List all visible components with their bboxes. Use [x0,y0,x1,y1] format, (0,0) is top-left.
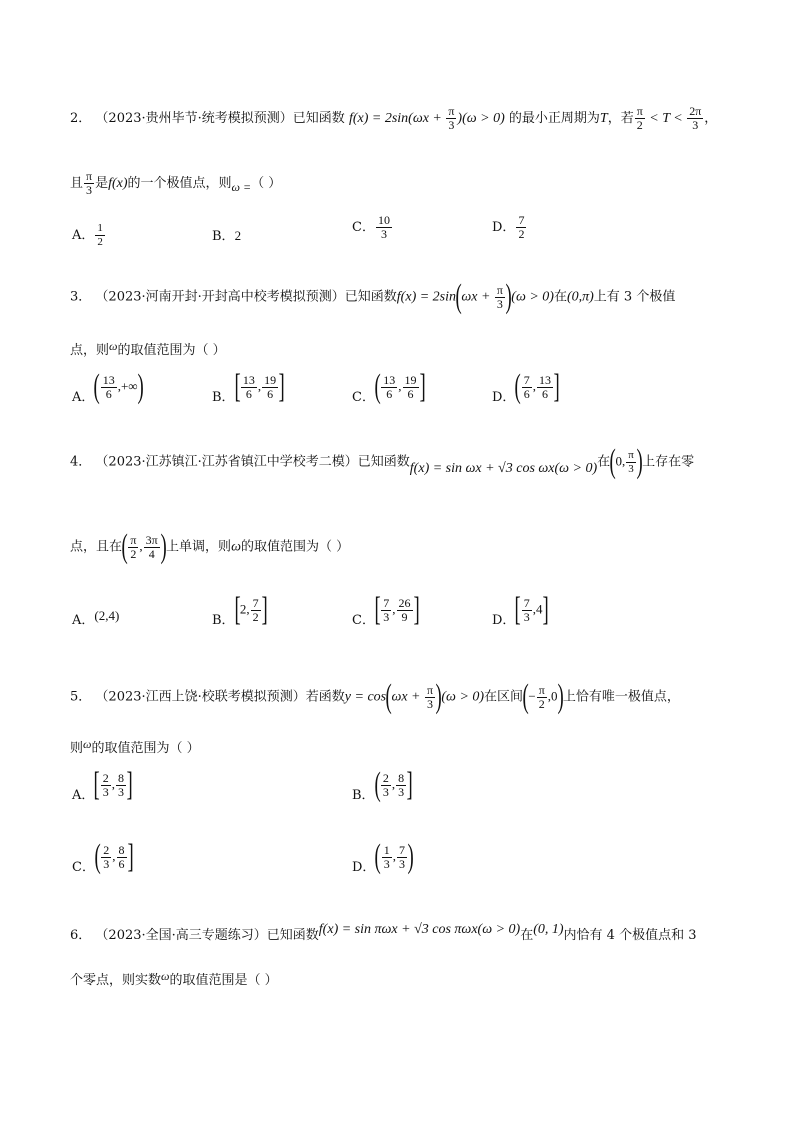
q5-option-b[interactable]: B．( $\frac{2}{3}$ , $\frac{8}{3}$ ] [352,766,413,803]
q4-line1: 4． （2023·江苏镇江·江苏省镇江中学校考二模）已知函数f(x) = sin ωx + √3 cos ωx(ω > 0)在(0, $\frac{\pi}{3}$ )上存在零 [70,443,695,480]
q2-omega-eq: ω = [231,180,252,194]
q2-number: 2． [70,111,92,126]
q4-source: （2023·江苏镇江·江苏省镇江中学校考二模） [95,454,358,470]
q3-option-d[interactable]: D．( $\frac{7}{6}$ , $\frac{13}{6}$ ] [492,368,560,405]
q2-inequality: < T < [645,111,687,126]
q3-interval: (0,π) [566,289,594,305]
q4-option-a[interactable]: A．(2,4) [72,608,120,628]
q2-line1: 2． （2023·贵州毕节·统考模拟预测）已知函数 f(x) = 2sin(ωx + $\frac{\pi}{3}$ )(ω > 0) 的最小正周期为T，若 $\frac{\pi}{2}$ < T < $\frac{2\pi}{3}$ ， [70,104,718,132]
q6-source: （2023·全国·高三专题练习） [95,928,267,943]
q2-option-a[interactable]: A． $\frac{1}{2}$ [72,222,103,248]
q4-option-b[interactable]: B．[2, $\frac{7}{2}$ ] [212,591,268,628]
q5-option-c[interactable]: C．( $\frac{2}{3}$ , $\frac{8}{6}$ ] [72,838,134,875]
q2-T: T [599,111,608,126]
q2-source: （2023·贵州毕节·统考模拟预测） [95,111,293,126]
q5-option-d[interactable]: D．( $\frac{1}{3}$ , $\frac{7}{3}$ ) [352,838,414,875]
q3-option-a[interactable]: A．( $\frac{13}{6}$ ,+∞) [72,368,144,405]
q4-option-d[interactable]: D．[ $\frac{7}{3}$ ,4] [492,591,549,628]
q6-function: f(x) = sin πωx + √3 cos πωx(ω > 0) [318,922,521,937]
q2-pi-over-3: $\frac{\pi}{3}$ [448,104,455,132]
q3-line2: 点，则ω的取值范围为（ ） [70,339,226,358]
q5-source: （2023·江西上饶·校联考模拟预测） [95,689,306,705]
q4-line2: 点，且在( $\frac{\pi}{2}$ , $\frac{3\pi}{4}$ )上单调，则ω的取值范围为（ ） [70,528,350,565]
q3-option-c[interactable]: C．( $\frac{13}{6}$ , $\frac{19}{6}$ ] [352,368,426,405]
q2-text2: 的最小正周期为 [508,111,600,126]
q2-text3: ，若 [607,111,634,126]
q5-line1: 5． （2023·江西上饶·校联考模拟预测）若函数y = cos(ωx + $\frac{\pi}{3}$ )(ω > 0)在区间(− $\frac{\pi}{2}$ ,0)上恰有唯一极值点， [70,678,680,715]
q2-fx: f(x) [108,176,128,191]
q2-pi-over-3-b: $\frac{\pi}{3}$ [86,169,93,197]
q3-line1: 3． （2023·河南开封·开封高中校考模拟预测）已知函数f(x) = 2sin(ωx + $\frac{\pi}{3}$ )(ω > 0)在(0,π)上有 3 个极值 [70,278,676,315]
q2-text: 已知函数 [292,111,345,126]
q6-line1: 6． （2023·全国·高三专题练习）已知函数f(x) = sin πωx + √3 cos πωx(ω > 0)在(0, 1)内恰有 4 个极值点和 3 [70,922,697,943]
q4-function: f(x) = sin ωx + √3 cos ωx(ω > 0) [409,460,598,476]
q2-option-b[interactable]: B．2 [212,228,242,244]
q2-function: f(x) = 2sin(ωx + [348,111,446,126]
q3-option-b[interactable]: B．[ $\frac{13}{6}$ , $\frac{19}{6}$ ] [212,368,285,405]
q2-condition: )(ω > 0) [457,111,505,126]
q6-interval: (0, 1) [533,922,564,937]
q2-option-d[interactable]: D． $\frac{7}{2}$ [492,213,525,241]
q5-function: y = cos [344,689,387,705]
q5-line2: 则ω的取值范围为（ ） [70,737,200,756]
q3-function: f(x) = 2sin [396,289,457,305]
q6-line2: 个零点，则实数ω的取值范围是（ ） [70,969,278,988]
q2-line2: 且 $\frac{\pi}{3}$ 是f(x)的一个极值点，则ω =（ ） [70,169,282,197]
q5-option-a[interactable]: A．[ $\frac{2}{3}$ , $\frac{8}{3}$ ] [72,766,133,803]
q2-option-c[interactable]: C． $\frac{10}{3}$ [352,213,390,241]
q4-option-c[interactable]: C．[ $\frac{7}{3}$ , $\frac{26}{9}$ ] [352,591,420,628]
q2-2pi-over-3: $\frac{2\pi}{3}$ [689,104,702,132]
q3-source: （2023·河南开封·开封高中校考模拟预测） [95,289,345,305]
q2-pi-over-2: $\frac{\pi}{2}$ [636,104,643,132]
